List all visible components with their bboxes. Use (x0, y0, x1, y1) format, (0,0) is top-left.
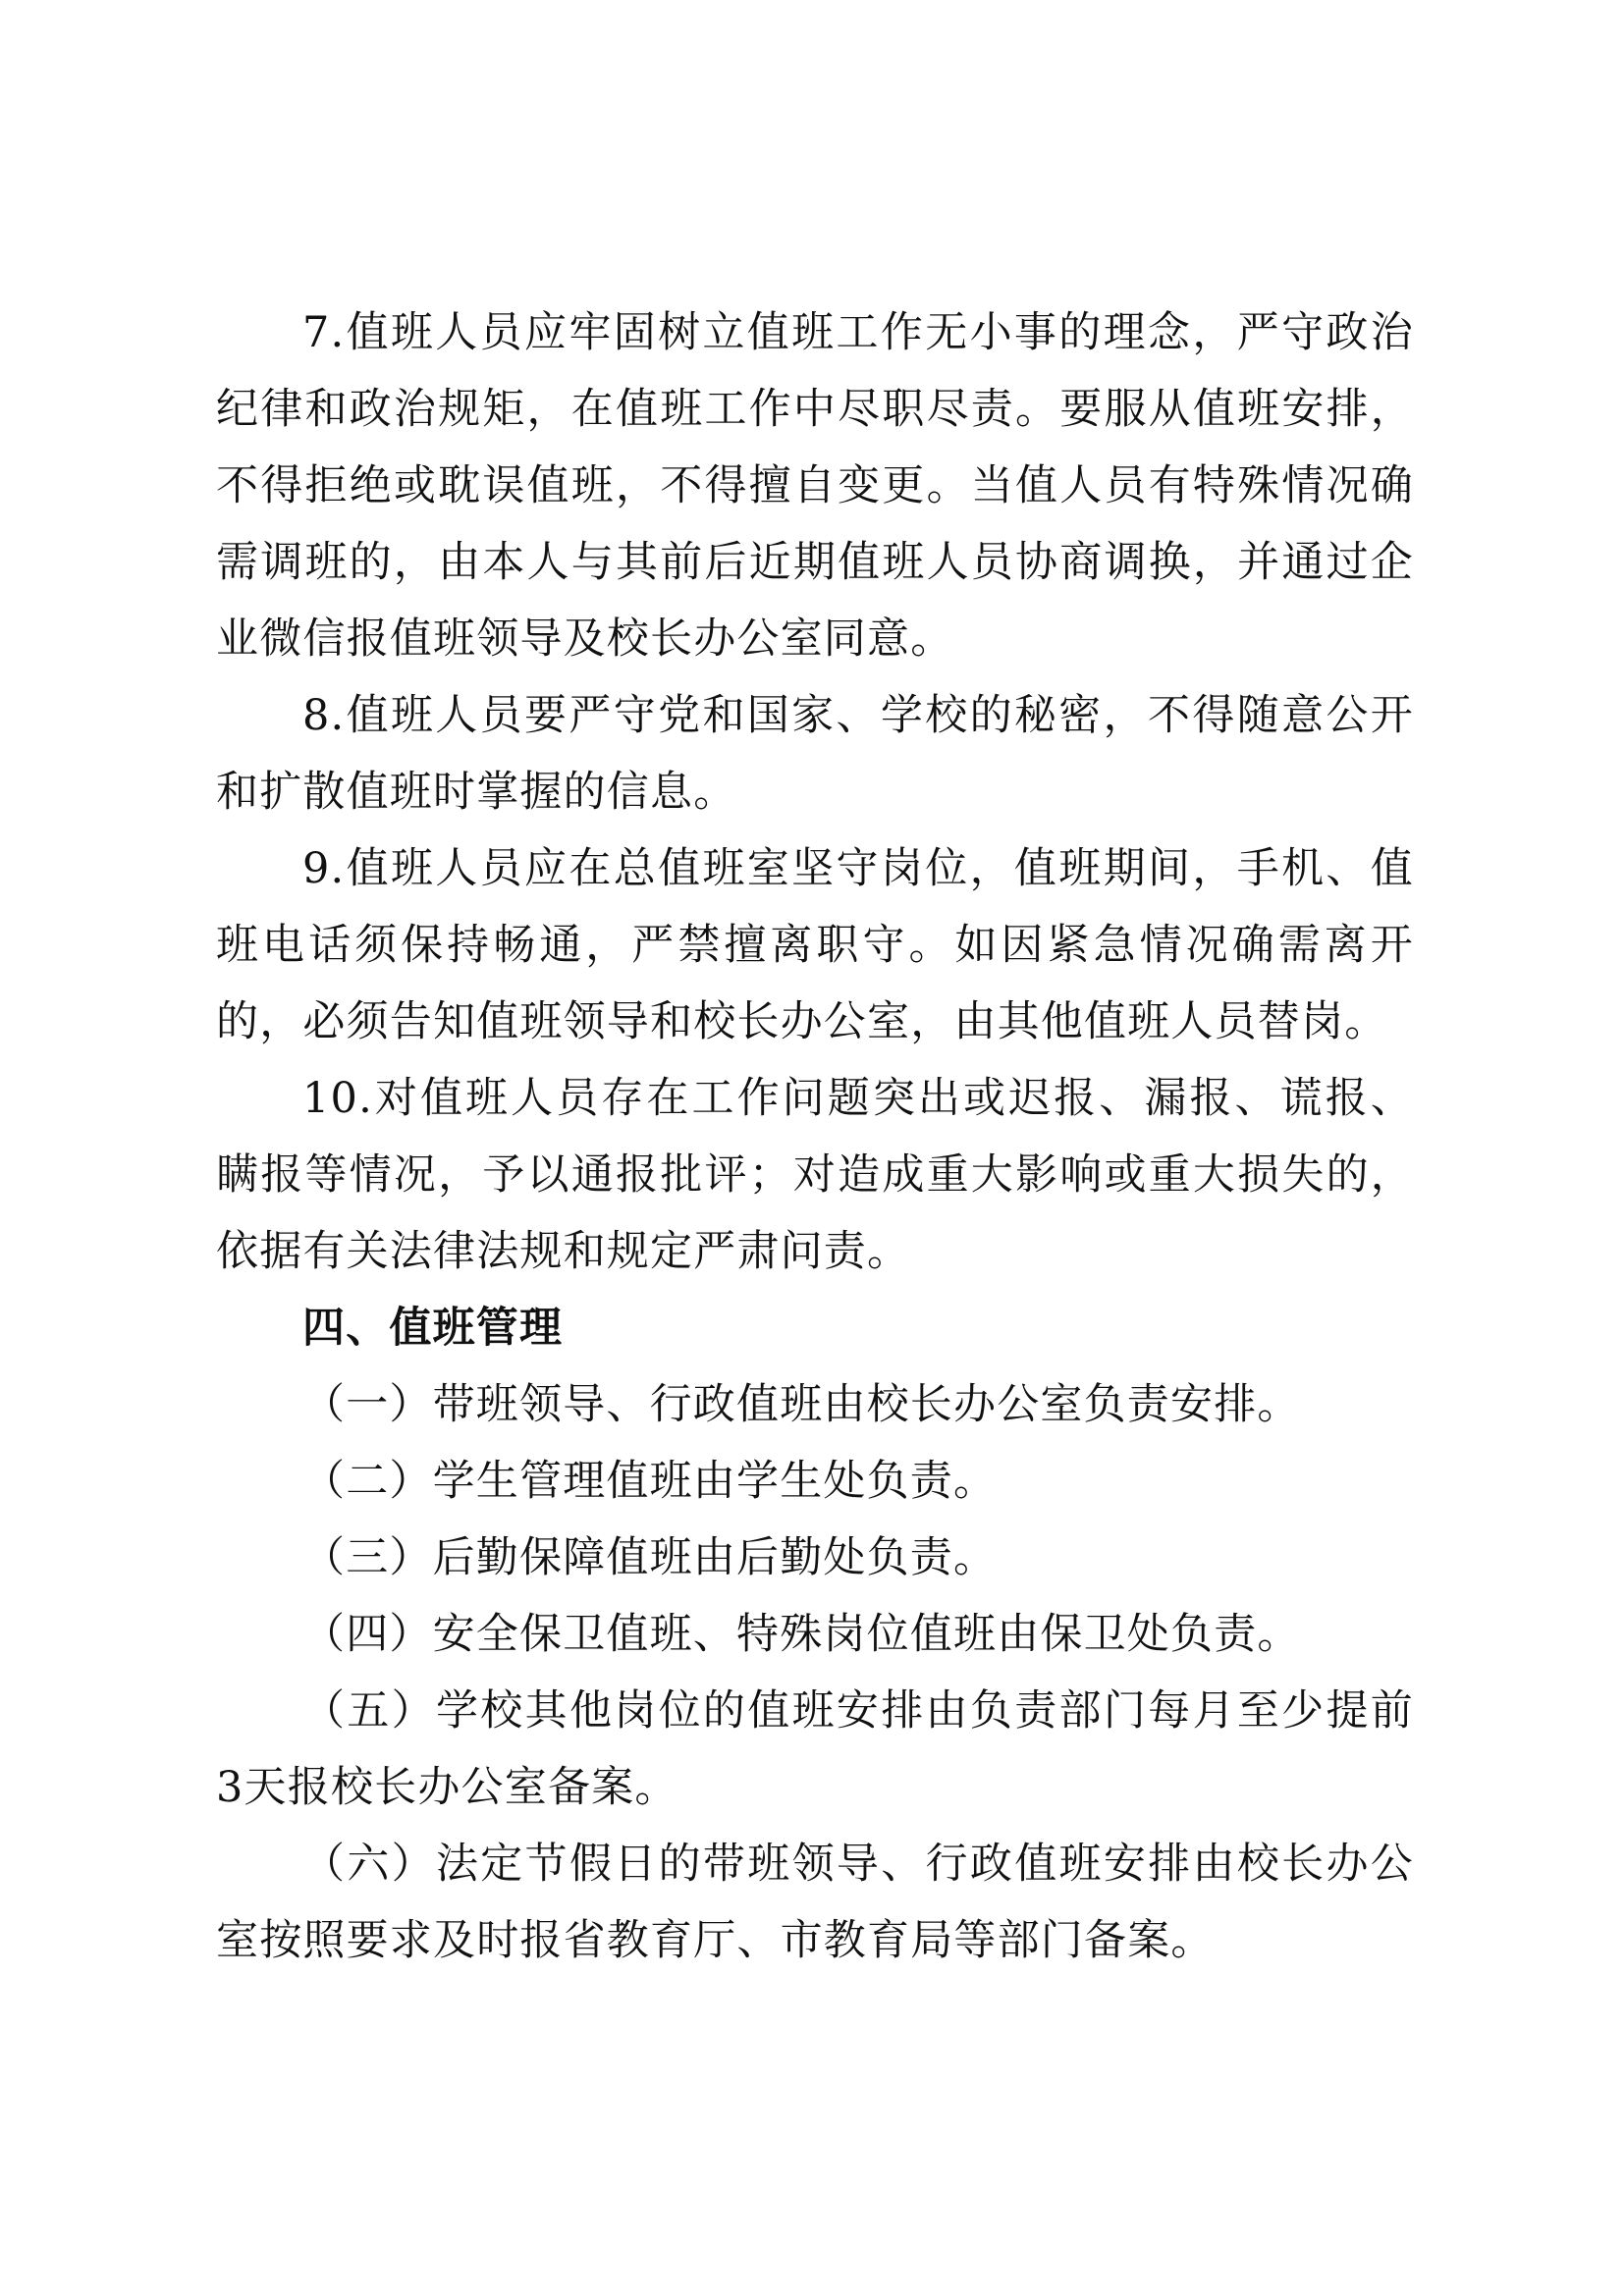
paragraph-item-8: 8.值班人员要严守党和国家、学校的秘密，不得随意公开和扩散值班时掌握的信息。 (216, 691, 1414, 817)
paragraph-item-7: 7.值班人员应牢固树立值班工作无小事的理念，严守政治纪律和政治规矩，在值班工作中尽职尽责。要服从值班安排，不得拒绝或耽误值班，不得擅自变更。当值人员有特殊情况确需调班的，由本人与其前后近期值班人员协商调换，并通过企业微信报值班领导及校长办公室同意。 (216, 308, 1414, 664)
paragraph-item-10: 10.对值班人员存在工作问题突出或迟报、漏报、谎报、瞒报等情况，予以通报批评；对造成重大影响或重大损失的，依据有关法律法规和规定严肃问责。 (216, 1074, 1414, 1276)
section-item-4: （四）安全保卫值班、特殊岗位值班由保卫处负责。 (302, 1610, 1301, 1659)
section-item-3: （三）后勤保障值班由后勤处负责。 (302, 1533, 998, 1582)
paragraph-item-9: 9.值班人员应在总值班室坚守岗位，值班期间，手机、值班电话须保持畅通，严禁擅离职守。如因紧急情况确需离开的，必须告知值班领导和校长办公室，由其他值班人员替岗。 (216, 844, 1414, 1046)
section-heading-duty-management: 四、值班管理 (302, 1304, 564, 1353)
section-item-6: （六）法定节假日的带班领导、行政值班安排由校长办公室按照要求及时报省教育厅、市教育局等部门备案。 (216, 1840, 1414, 1965)
document-page (216, 294, 1414, 1979)
section-item-2: （二）学生管理值班由学生处负责。 (302, 1457, 998, 1506)
section-item-5: （五）学校其他岗位的值班安排由负责部门每月至少提前3天报校长办公室备案。 (216, 1686, 1414, 1812)
section-item-1: （一）带班领导、行政值班由校长办公室负责安排。 (302, 1380, 1301, 1429)
